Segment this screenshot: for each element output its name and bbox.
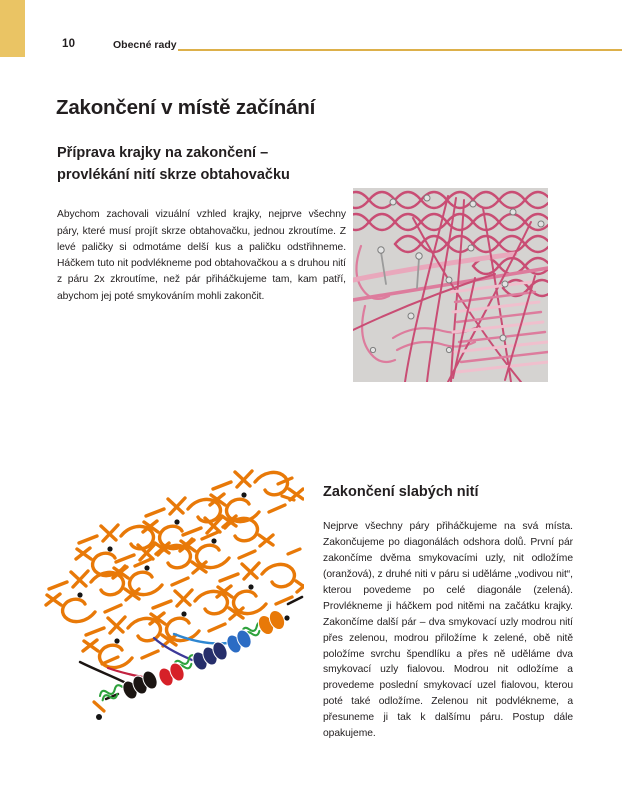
page-number: 10	[62, 38, 76, 50]
article-title: Zakončení v místě začínání	[56, 96, 316, 119]
section2-title: Zakončení slabých nití	[323, 484, 479, 500]
intro-paragraph: Abychom zachovali vizuální vzhled krajky, nejprve všechny páry, které musí projít skrze obtahovačku, jednou zkroutíme. Z levé paličky si odmotáme delší kus a paličku odstřihneme. Háčkem tuto nit podvlékneme pod obtahovačkou a s druhou nití z páru 2x zkroutíme, než pár přiháčkujeme tam, kam patří, abychom jej poté smykováním mohli zakončit.	[57, 209, 346, 302]
header-rule	[178, 49, 622, 51]
running-head-section: Obecné rady	[113, 39, 177, 51]
article-subtitle-line1: Příprava krajky na zakončení –	[57, 145, 269, 161]
corner-accent-block	[0, 0, 25, 57]
lace-photo-graphic	[353, 188, 548, 382]
section2-paragraph: Nejprve všechny páry přiháčkujeme na svá místa. Zakončujeme po diagonálách odshora dolů. První pár zakončíme dvěma smykovacími uzly, nit odložíme (oranžová), z druhé niti v páru si uděláme „vodivou nit“, kterou povedeme po celé diagonále (zelená). Provlékneme ji háčkem pod nitěmi na začátku krajky. Zakončíme další pár – dva smykovací uzly modrou nití přes zelenou, modrou přiložíme k zelené, obě nitě položíme svrchu špendlíku a přes ně uděláme dva smykovací uzly fialovou. Modrou nit odložíme a provedeme poslední smykovací uzel fialovou, kterou poté také odložíme. Zelenou nit podvlékneme, a přesuneme ji tak k dalšímu páru. Postup dále opakujeme.	[323, 521, 573, 740]
lace-diagram-graphic	[42, 468, 304, 732]
article-subtitle-line2: provlékání nití skrze obtahovačku	[57, 167, 290, 183]
article-subtitle	[57, 142, 290, 186]
lace-photo	[353, 188, 548, 382]
lace-finishing-diagram	[42, 468, 304, 732]
